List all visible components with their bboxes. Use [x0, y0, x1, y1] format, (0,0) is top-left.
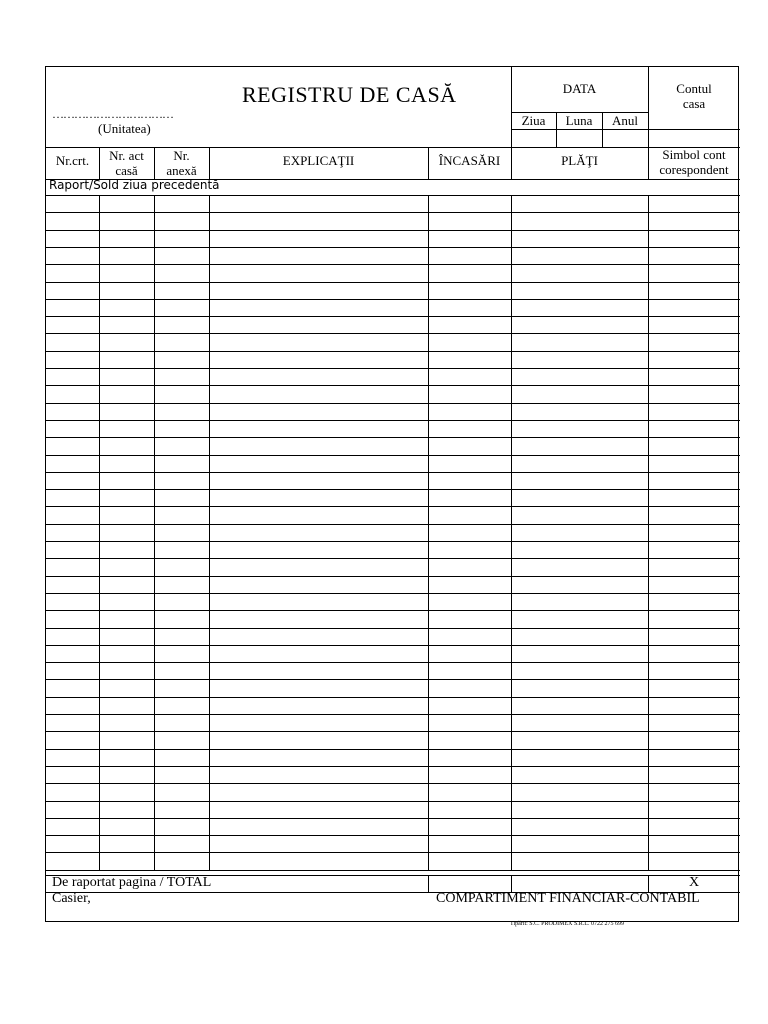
table-row[interactable]	[46, 783, 740, 800]
table-row[interactable]	[46, 576, 740, 593]
table-row[interactable]	[46, 230, 740, 247]
table-row[interactable]	[46, 628, 740, 645]
account-input[interactable]	[649, 130, 740, 148]
table-row[interactable]	[46, 558, 740, 575]
cashier-label: Casier,	[52, 891, 91, 906]
table-row[interactable]	[46, 835, 740, 852]
table-row[interactable]	[46, 818, 740, 835]
date-label: DATA	[562, 81, 597, 96]
table-row[interactable]	[46, 679, 740, 696]
column-header-divider	[99, 147, 100, 179]
entry-row-line	[46, 870, 740, 871]
table-row[interactable]	[46, 282, 740, 299]
table-row[interactable]	[46, 333, 740, 350]
account-label: Contul casa	[676, 81, 712, 111]
table-row[interactable]	[46, 247, 740, 264]
table-row[interactable]	[46, 766, 740, 783]
table-row[interactable]	[46, 195, 740, 212]
total-label: De raportat pagina / TOTAL	[52, 875, 212, 890]
column-header-divider	[209, 147, 210, 179]
table-row[interactable]	[46, 299, 740, 316]
table-row[interactable]	[46, 524, 740, 541]
table-row[interactable]	[46, 749, 740, 766]
year-input[interactable]	[603, 130, 648, 148]
table-row[interactable]	[46, 420, 740, 437]
date-block-left-border	[511, 67, 512, 179]
column-header-divider	[154, 147, 155, 179]
date-inputs-top	[511, 129, 740, 130]
department-label: COMPARTIMENT FINANCIAR-CONTABIL	[436, 891, 700, 906]
column-header-bottom	[46, 179, 740, 180]
total-row-divider	[511, 875, 512, 892]
table-row[interactable]	[46, 368, 740, 385]
col-header-nr-crt: Nr.crt.	[55, 153, 90, 168]
col-header-nr-act: Nr. act casă	[109, 148, 144, 178]
table-row[interactable]	[46, 385, 740, 402]
account-block-left-border	[648, 67, 649, 179]
month-label: Luna	[565, 113, 593, 128]
table-row[interactable]	[46, 801, 740, 818]
total-row-divider	[428, 875, 429, 892]
day-input[interactable]	[512, 130, 556, 148]
table-row[interactable]	[46, 714, 740, 731]
table-row[interactable]	[46, 351, 740, 368]
table-row[interactable]	[46, 316, 740, 333]
unit-name-field[interactable]: ……………………………	[52, 107, 173, 121]
date-subheader-top	[511, 112, 648, 113]
table-row[interactable]	[46, 472, 740, 489]
table-row[interactable]	[46, 212, 740, 229]
table-row[interactable]	[46, 264, 740, 281]
table-row[interactable]	[46, 697, 740, 714]
table-row[interactable]	[46, 593, 740, 610]
col-header-nr-anexa: Nr. anexă	[166, 148, 197, 178]
previous-balance-label: Raport/Sold ziua precedentă	[49, 178, 220, 192]
total-x-mark: X	[688, 875, 700, 890]
table-row[interactable]	[46, 541, 740, 558]
page-title: REGISTRU DE CASĂ	[242, 82, 457, 107]
year-label: Anul	[612, 113, 638, 128]
table-row[interactable]	[46, 610, 740, 627]
table-row[interactable]	[46, 731, 740, 748]
total-row-divider	[648, 875, 649, 892]
total-row-bottom	[46, 892, 740, 893]
col-header-explicatii: EXPLICAŢII	[282, 153, 355, 168]
col-header-simbol: Simbol cont corespondent	[659, 147, 729, 177]
month-input[interactable]	[557, 130, 602, 148]
day-label: Ziua	[521, 113, 546, 128]
unit-label: (Unitatea)	[98, 121, 151, 136]
table-row[interactable]	[46, 403, 740, 420]
column-header-top	[46, 147, 740, 148]
table-row[interactable]	[46, 437, 740, 454]
table-row[interactable]	[46, 455, 740, 472]
total-row-top	[46, 875, 740, 876]
table-row[interactable]	[46, 662, 740, 679]
printer-footnote: Tipărit: S.C. PRODIMEX S.R.L. 0722 275 699	[510, 921, 624, 927]
table-row[interactable]	[46, 489, 740, 506]
col-header-incasari: ÎNCASĂRI	[438, 153, 501, 168]
cash-register-form	[45, 66, 739, 922]
table-row[interactable]	[46, 852, 740, 869]
column-header-divider	[428, 147, 429, 179]
col-header-plati: PLĂŢI	[561, 153, 598, 168]
table-row[interactable]	[46, 506, 740, 523]
table-row[interactable]	[46, 645, 740, 662]
